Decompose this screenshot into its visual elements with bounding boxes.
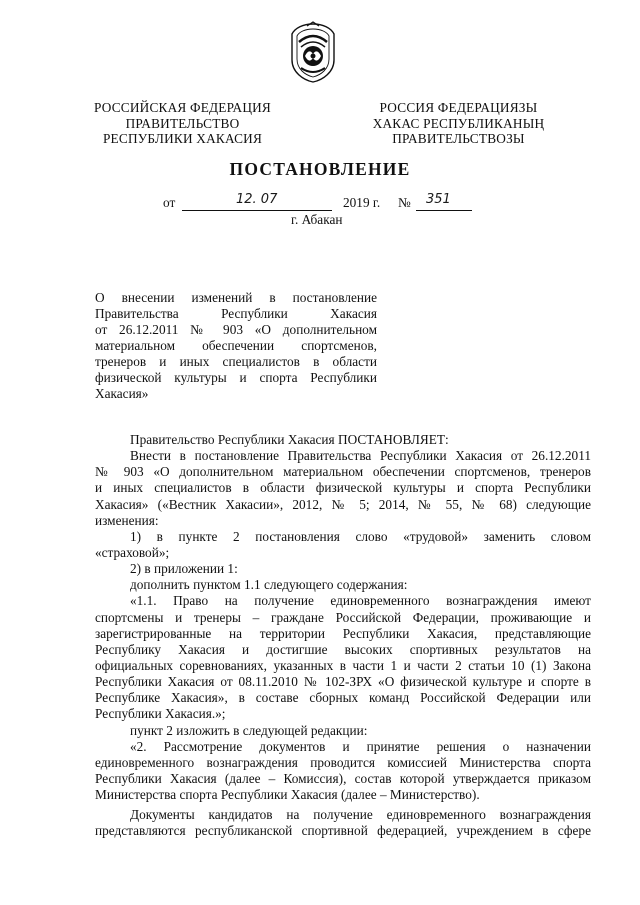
body-line: № 903 «О дополнительном материальном обеспечении спортсменов, тренеров [95,464,591,480]
body-line: «1.1. Право на получение единовременного вознаграждения имеют [130,593,591,609]
date-prefix: от [163,195,176,210]
subject-line: физической культуры и спорта Республики [95,370,377,385]
body-line: и иных специалистов в области физической культуры и спорта Республики [95,480,591,496]
city: г. Абакан [291,212,343,227]
header-right-line: ПРАВИТЕЛЬСТВОЗЫ [392,131,525,146]
body-line: Документы кандидатов на получение единовременного вознаграждения [130,807,591,823]
header-left-line: ПРАВИТЕЛЬСТВО [125,115,240,131]
body-line: Республике Хакасия», в составе сборных команд Российской Федерации или [95,690,591,706]
body-line: Республики Хакасия.»; [95,706,226,722]
body-line: дополнить пунктом 1.1 следующего содержания: [130,577,408,593]
body-line: зарегистрированные на территории Республики Хакасия, представляющие [95,625,591,641]
body-line: Республики Хакасия от 08.11.2010 № 102-ЗРХ «О физической культуре и спорте в [95,674,591,690]
subject-line: Правительства Республики Хакасия [95,306,377,321]
body-line: пункт 2 изложить в следующей редакции: [130,722,368,738]
body-line: 1) в пункте 2 постановления слово «трудовой» заменить словом [130,528,591,544]
body-line: Правительство Республики Хакасия ПОСТАНОВЛЯЕТ: [130,432,449,447]
header-right-line: РОССИЯ ФЕДЕРАЦИЯЗЫ [379,100,538,115]
number-underline [416,210,472,211]
header-left-block [80,100,285,147]
subject-line: от 26.12.2011 № 903 «О дополнительном [95,322,377,337]
body-line: изменения: [95,512,159,528]
document-body [95,432,591,840]
date-handwritten: 12. 07 [236,192,278,207]
subject-line: тренеров и иных специалистов в области [95,354,377,369]
body-line: 2) в приложении 1: [130,561,238,577]
subject-block [95,290,377,402]
year: 2019 г. [343,195,381,210]
body-line: Министерства спорта Республики Хакасия (далее – Министерство). [95,787,480,803]
header-left-line: РЕСПУБЛИКИ ХАКАСИЯ [102,131,263,146]
header-left-line: РОССИЙСКАЯ ФЕДЕРАЦИЯ [94,100,271,115]
subject-line: материальном обеспечении спортсменов, [95,338,377,353]
body-line: «страховой»; [95,544,170,560]
body-line: Хакасия» («Вестник Хакасии», 2012, № 5; 2014, № 55, № 68) следующие [95,496,591,512]
body-line: единовременного вознаграждения проводится комиссией Министерства спорта [95,754,591,770]
number-prefix: № [398,195,411,210]
body-line: официальных соревнованиях, указанных в части 1 и части 2 статьи 10 (1) Закона [95,657,591,673]
body-line: Внести в постановление Правительства Республики Хакасия от 26.12.2011 [130,448,591,464]
subject-line: Хакасия» [95,386,149,401]
document-title: ПОСТАНОВЛЕНИЕ [229,159,411,179]
body-line: «2. Рассмотрение документов и принятие решения о назначении [130,738,591,754]
date-underline [182,210,332,211]
header-right-block [356,100,561,147]
body-line: представляются республиканской спортивной федерацией, учреждением в сфере [95,823,591,839]
body-line: Республику Хакасия и достигшие высоких спортивных результатов на [95,641,591,657]
body-line: спортсмены и тренеры – граждане Российской Федерации, проживающие и [95,609,591,625]
number-handwritten: 351 [426,192,451,207]
header-right-line: ХАКАС РЕСПУБЛИКАНЫҢ [372,115,545,131]
subject-line: О внесении изменений в постановление [95,290,377,305]
coat-of-arms-emblem [283,20,343,84]
body-line: Республики Хакасия (далее – Комиссия), состав которой утверждается приказом [95,770,591,786]
